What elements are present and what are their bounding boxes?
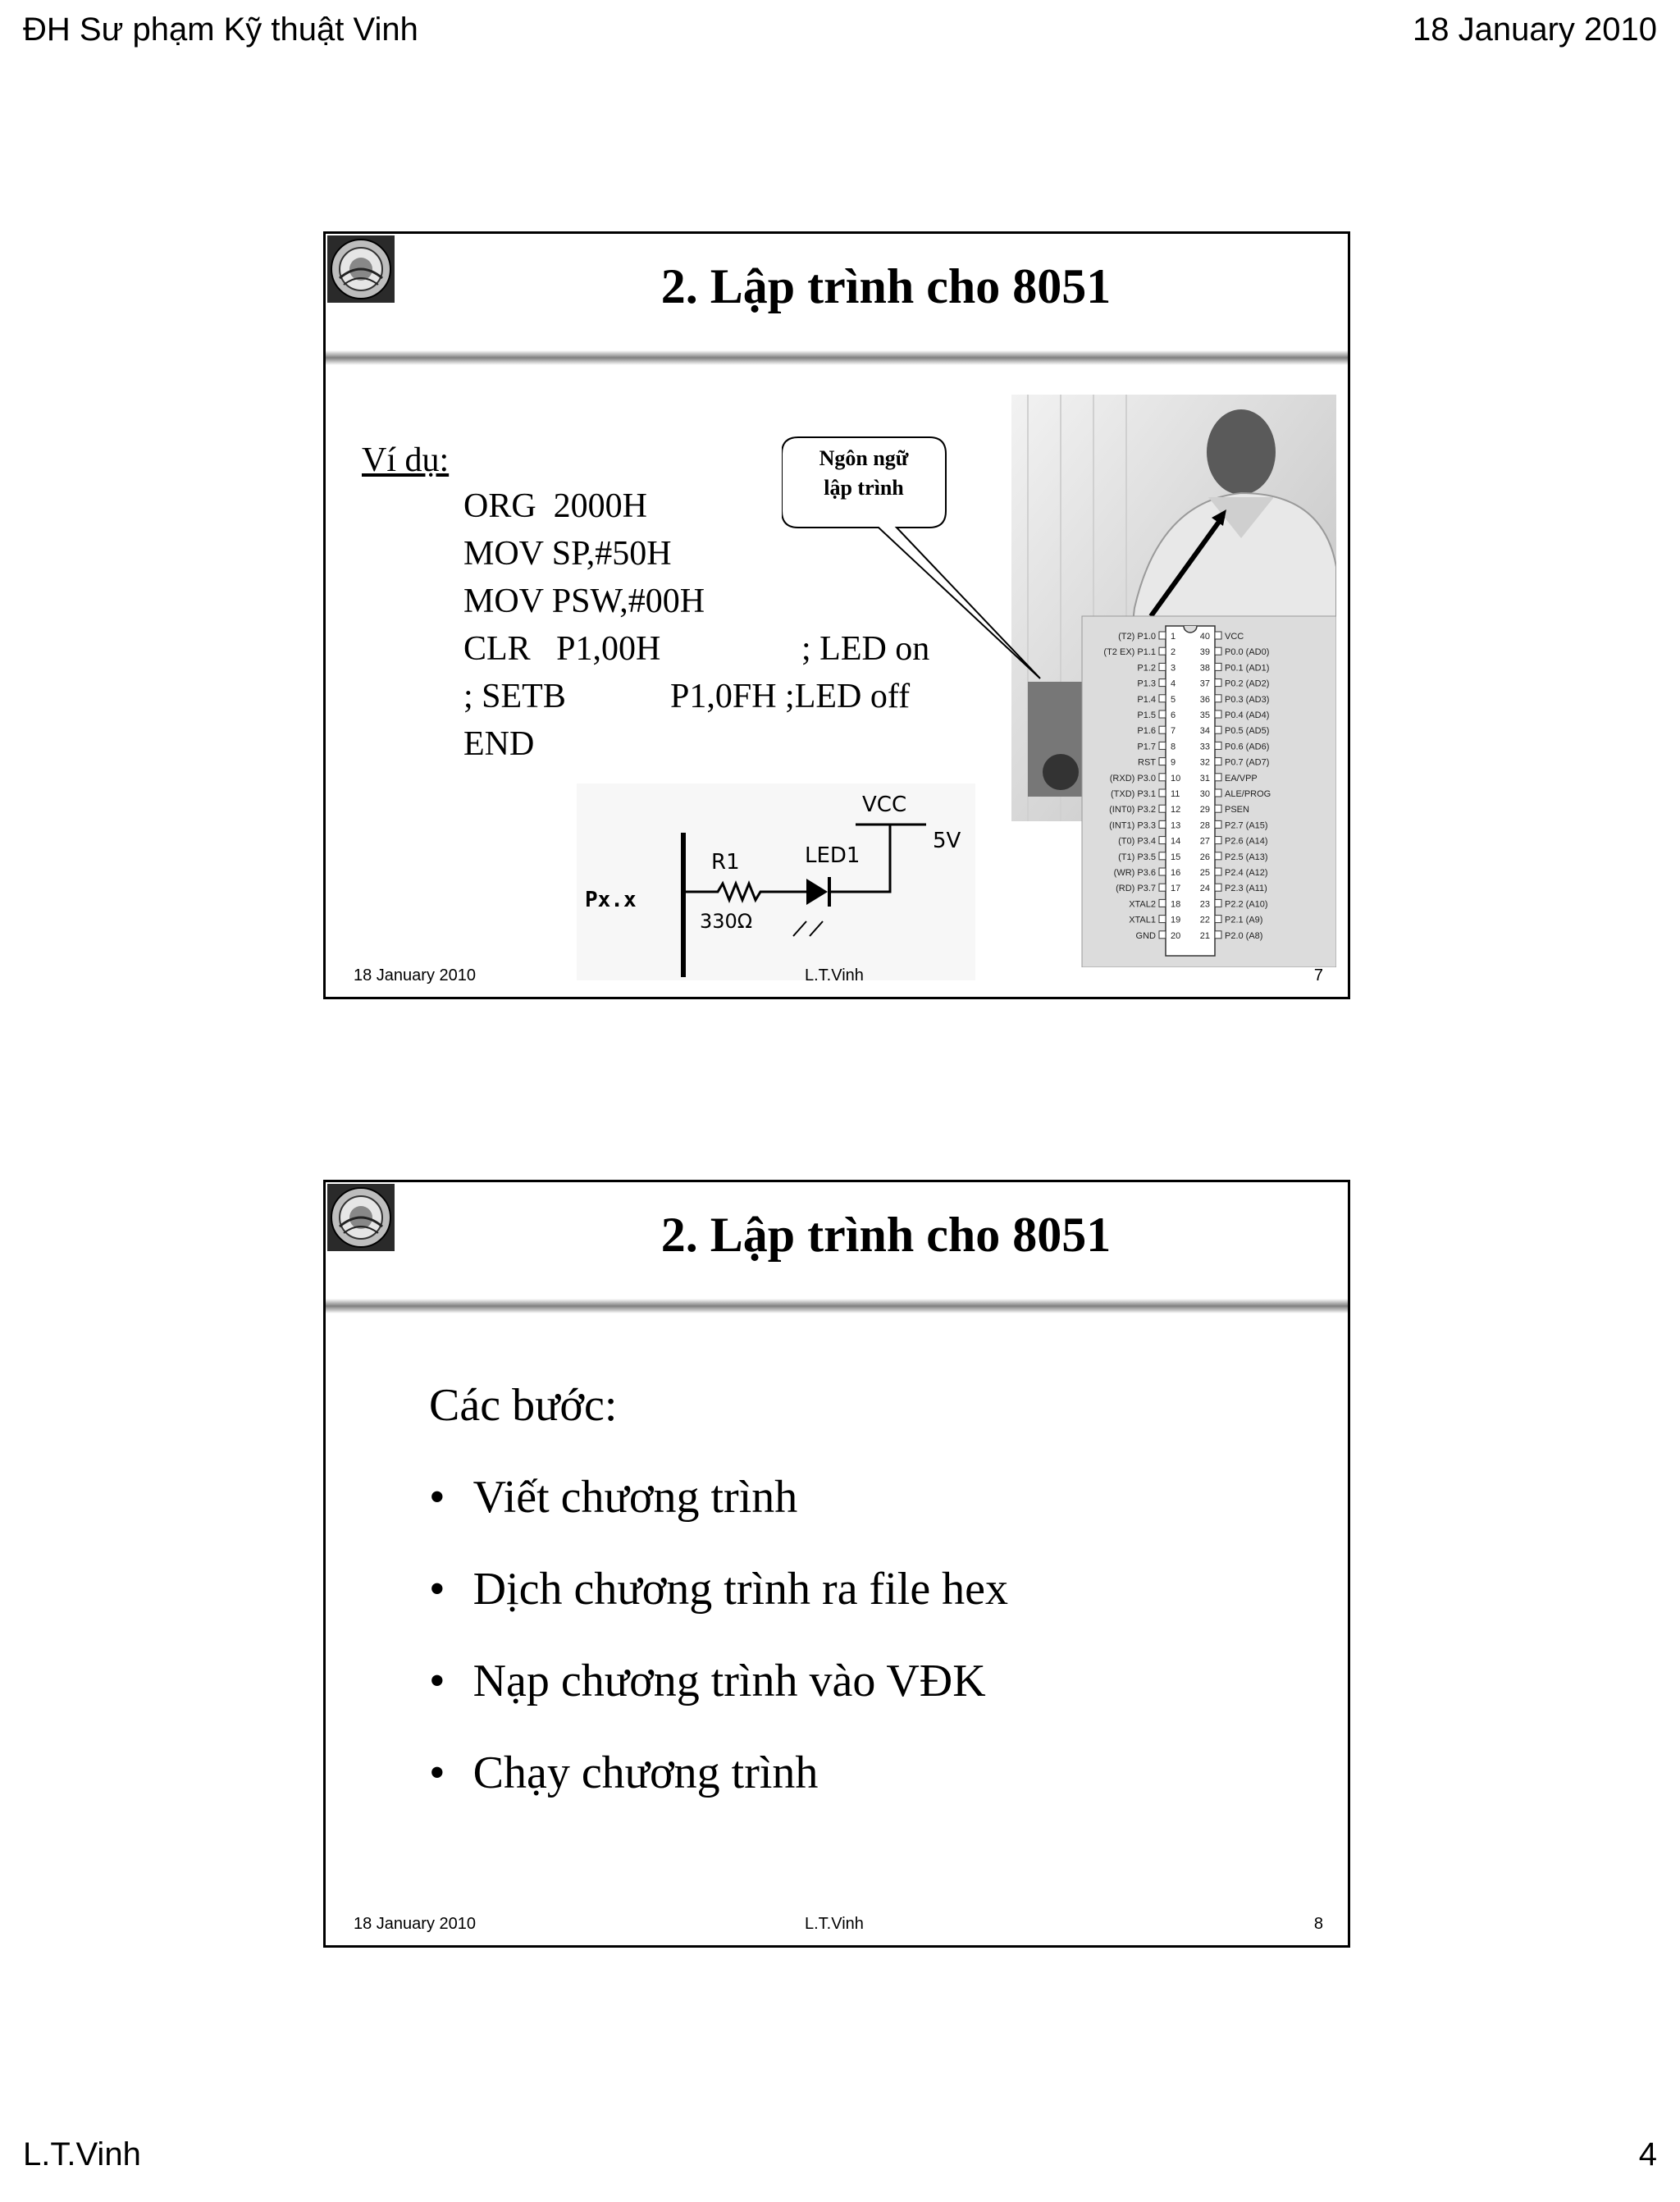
chip-pin-label: (T1) P3.5 xyxy=(1118,852,1156,862)
chip-pin-number: 19 xyxy=(1171,915,1181,925)
chip-pin-label: (T2 EX) P1.1 xyxy=(1103,647,1156,658)
pin-marker xyxy=(1159,931,1166,939)
slide-footer-page: 7 xyxy=(1313,966,1323,985)
chip-pin-number: 1 xyxy=(1171,632,1176,642)
chip-pin-number: 24 xyxy=(1199,884,1210,894)
bullet-icon: • xyxy=(429,1656,445,1706)
callout-text xyxy=(782,444,946,503)
chip-pin-label: P2.7 (A15) xyxy=(1225,820,1268,831)
chip-pin-label: P0.1 (AD1) xyxy=(1225,663,1270,674)
slide-7 xyxy=(323,231,1350,999)
pin-marker xyxy=(1215,695,1221,702)
chip-pin-label: P1.4 xyxy=(1137,694,1156,705)
chip-pin-label: RST xyxy=(1138,757,1156,768)
chip-pin-number: 26 xyxy=(1199,852,1210,862)
document-header-left: ĐH Sư phạm Kỹ thuật Vinh xyxy=(23,11,418,48)
bullet-item xyxy=(429,1747,818,1799)
pin-marker xyxy=(1215,916,1221,923)
chip-pin-number: 23 xyxy=(1199,899,1210,910)
bullet-text: Viết chương trình xyxy=(472,1472,798,1523)
pin-marker xyxy=(1215,710,1221,718)
slide-footer-page: 8 xyxy=(1313,1915,1323,1933)
resistor-label: R1 xyxy=(711,850,740,875)
slide-footer-author: L.T.Vinh xyxy=(805,966,864,985)
chip-pin-number: 28 xyxy=(1199,820,1210,831)
pin-marker xyxy=(1159,679,1166,687)
pin-marker xyxy=(1159,774,1166,781)
callout-line: Ngôn ngữ xyxy=(819,446,909,470)
chip-pin-label: P0.2 (AD2) xyxy=(1225,678,1270,689)
chip-pin-label: P0.7 (AD7) xyxy=(1225,757,1270,768)
pin-marker xyxy=(1159,663,1166,670)
chip-pin-number: 29 xyxy=(1199,805,1210,815)
title-divider xyxy=(326,350,1348,365)
pin-marker xyxy=(1215,931,1221,939)
pin-marker xyxy=(1215,647,1221,655)
chip-pin-label: P1.5 xyxy=(1137,710,1156,720)
chip-pin-number: 27 xyxy=(1199,836,1210,847)
chip-pin-number: 5 xyxy=(1171,694,1176,705)
chip-pin-number: 17 xyxy=(1171,884,1181,894)
bullet-item xyxy=(429,1471,797,1524)
chip-pin-label: P0.4 (AD4) xyxy=(1225,710,1270,720)
pin-marker xyxy=(1215,899,1221,907)
bullet-icon: • xyxy=(429,1564,445,1615)
bullet-icon: • xyxy=(429,1472,445,1523)
voltage-label: 5V xyxy=(933,829,961,853)
chip-pin-label: XTAL2 xyxy=(1129,899,1156,910)
chip-pin-number: 18 xyxy=(1171,899,1181,910)
chip-pin-number: 4 xyxy=(1171,678,1176,689)
code-line: END xyxy=(463,725,535,763)
chip-pin-number: 8 xyxy=(1171,742,1176,752)
chip-pin-number: 2 xyxy=(1171,647,1176,658)
chip-pin-label: P2.6 (A14) xyxy=(1225,836,1268,847)
pin-marker xyxy=(1215,774,1221,781)
photo-with-pinout xyxy=(1011,395,1336,967)
slide-title: 2. Lập trình cho 8051 xyxy=(660,259,1112,313)
resistor-value: 330Ω xyxy=(700,910,753,933)
document-footer-author: L.T.Vinh xyxy=(23,2136,141,2172)
pin-marker xyxy=(1159,647,1166,655)
slide-footer-date: 18 January 2010 xyxy=(354,1915,477,1933)
pin-marker xyxy=(1215,820,1221,828)
chip-pin-number: 11 xyxy=(1171,789,1180,799)
chip-pin-number: 31 xyxy=(1199,773,1210,783)
pin-marker xyxy=(1159,916,1166,923)
chip-pin-label: P1.2 xyxy=(1137,663,1156,674)
chip-pin-number: 13 xyxy=(1171,820,1181,831)
pin-marker xyxy=(1215,632,1221,639)
document-page-number: 4 xyxy=(1638,2136,1657,2172)
pin-marker xyxy=(1159,805,1166,812)
chip-pin-label: (WR) P3.6 xyxy=(1113,868,1156,878)
chip-pin-number: 21 xyxy=(1199,930,1210,941)
chip-pin-number: 36 xyxy=(1199,694,1210,705)
led-label: LED1 xyxy=(805,843,861,868)
chip-pin-label: PSEN xyxy=(1225,805,1249,815)
pin-marker xyxy=(1159,726,1166,733)
pin-marker xyxy=(1159,695,1166,702)
chip-pin-label: P2.0 (A8) xyxy=(1225,930,1263,941)
code-line: CLR P1,00H xyxy=(463,630,661,668)
chip-pin-number: 20 xyxy=(1171,930,1181,941)
chip-pin-label: VCC xyxy=(1225,632,1244,642)
pin-marker xyxy=(1215,758,1221,765)
slide-footer-author: L.T.Vinh xyxy=(805,1915,864,1933)
chip-pin-number: 9 xyxy=(1171,757,1176,768)
port-label: Px.x xyxy=(585,888,637,912)
chip-pin-number: 22 xyxy=(1199,915,1210,925)
chip-pin-number: 38 xyxy=(1199,663,1210,674)
code-line: MOV PSW,#00H xyxy=(463,582,705,620)
chip-pin-label: P0.5 (AD5) xyxy=(1225,726,1270,737)
chip-pin-number: 30 xyxy=(1199,789,1210,799)
pin-marker xyxy=(1159,899,1166,907)
pin-marker xyxy=(1215,663,1221,670)
chip-pin-label: (T2) P1.0 xyxy=(1118,632,1156,642)
chip-pin-number: 10 xyxy=(1171,773,1181,783)
code-comment: ; LED on xyxy=(801,630,930,668)
chip-pin-label: P1.6 xyxy=(1137,726,1156,737)
code-comment: P1,0FH ;LED off xyxy=(670,678,911,715)
chip-pin-label: P2.4 (A12) xyxy=(1225,868,1268,878)
led-circuit-diagram xyxy=(577,783,975,980)
chip-pin-label: P2.3 (A11) xyxy=(1225,884,1267,894)
chip-pin-label: (INT1) P3.3 xyxy=(1109,820,1156,831)
bullet-text: Chạy chương trình xyxy=(472,1747,819,1798)
chip-pin-number: 32 xyxy=(1199,757,1210,768)
chip-pin-number: 35 xyxy=(1199,710,1210,720)
chip-pin-label: P0.3 (AD3) xyxy=(1225,694,1270,705)
document-header-date: 18 January 2010 xyxy=(1412,11,1657,48)
chip-pin-number: 16 xyxy=(1171,868,1181,878)
pin-marker xyxy=(1159,758,1166,765)
chip-pin-number: 39 xyxy=(1199,647,1210,658)
chip-pin-label: P1.7 xyxy=(1137,742,1156,752)
chip-pin-number: 37 xyxy=(1199,678,1210,689)
slide-footer-date: 18 January 2010 xyxy=(354,966,477,985)
pin-marker xyxy=(1215,679,1221,687)
slide-8 xyxy=(323,1180,1350,1948)
pin-marker xyxy=(1159,742,1166,749)
code-line: MOV SP,#50H xyxy=(463,535,672,573)
chip-pin-label: P0.6 (AD6) xyxy=(1225,742,1270,752)
chip-pin-number: 40 xyxy=(1199,632,1210,642)
chip-pin-number: 3 xyxy=(1171,663,1176,674)
pin-marker xyxy=(1215,868,1221,875)
pin-marker xyxy=(1159,789,1166,797)
vcc-label: VCC xyxy=(862,793,907,817)
chip-pin-label: (RD) P3.7 xyxy=(1116,884,1156,894)
bullet-icon: • xyxy=(429,1747,445,1798)
bullet-text: Nạp chương trình vào VĐK xyxy=(472,1656,986,1706)
chip-pin-label: EA/VPP xyxy=(1225,773,1258,783)
chip-pin-label: (INT0) P3.2 xyxy=(1109,805,1156,815)
pin-marker xyxy=(1159,852,1166,860)
chip-pin-label: P2.5 (A13) xyxy=(1225,852,1268,862)
chip-pin-label: XTAL1 xyxy=(1129,915,1156,925)
chip-pin-number: 7 xyxy=(1171,726,1176,737)
chip-pin-number: 6 xyxy=(1171,710,1176,720)
chip-pin-number: 15 xyxy=(1171,852,1181,862)
bullet-item xyxy=(429,1655,986,1707)
pin-marker xyxy=(1159,884,1166,891)
chip-pin-label: P2.2 (A10) xyxy=(1225,899,1268,910)
pin-marker xyxy=(1159,868,1166,875)
pin-marker xyxy=(1159,710,1166,718)
pin-marker xyxy=(1159,632,1166,639)
pin-marker xyxy=(1159,820,1166,828)
chip-pin-label: (TXD) P3.1 xyxy=(1110,789,1156,799)
chip-pin-label: ALE/PROG xyxy=(1225,789,1271,799)
chip-pin-label: GND xyxy=(1135,930,1156,941)
pin-marker xyxy=(1215,742,1221,749)
bullet-item xyxy=(429,1563,1008,1615)
pin-marker xyxy=(1215,837,1221,844)
pin-marker xyxy=(1215,805,1221,812)
title-divider xyxy=(326,1299,1348,1313)
pin-marker xyxy=(1215,884,1221,891)
chip-pin-number: 12 xyxy=(1171,805,1181,815)
chip-pin-label: P0.0 (AD0) xyxy=(1225,647,1270,658)
code-line: ; SETB xyxy=(463,678,566,715)
chip-pin-number: 14 xyxy=(1171,836,1181,847)
chip-pin-number: 25 xyxy=(1199,868,1210,878)
chip-pin-number: 34 xyxy=(1199,726,1210,737)
pin-marker xyxy=(1215,726,1221,733)
chip-pin-label: P2.1 (A9) xyxy=(1225,915,1263,925)
steps-intro: Các bước: xyxy=(429,1380,618,1431)
bullet-text: Dịch chương trình ra file hex xyxy=(472,1564,1009,1615)
pin-marker xyxy=(1215,852,1221,860)
example-label: Ví dụ: xyxy=(362,441,450,479)
chip-pin-label: (RXD) P3.0 xyxy=(1109,773,1156,783)
callout-line: lập trình xyxy=(824,476,904,500)
chip-pin-label: P1.3 xyxy=(1137,678,1156,689)
slide-title: 2. Lập trình cho 8051 xyxy=(660,1208,1112,1262)
chip-pin-number: 33 xyxy=(1199,742,1210,752)
pin-marker xyxy=(1215,789,1221,797)
code-line: ORG 2000H xyxy=(463,487,648,525)
pin-marker xyxy=(1159,837,1166,844)
chip-pin-label: (T0) P3.4 xyxy=(1118,836,1156,847)
